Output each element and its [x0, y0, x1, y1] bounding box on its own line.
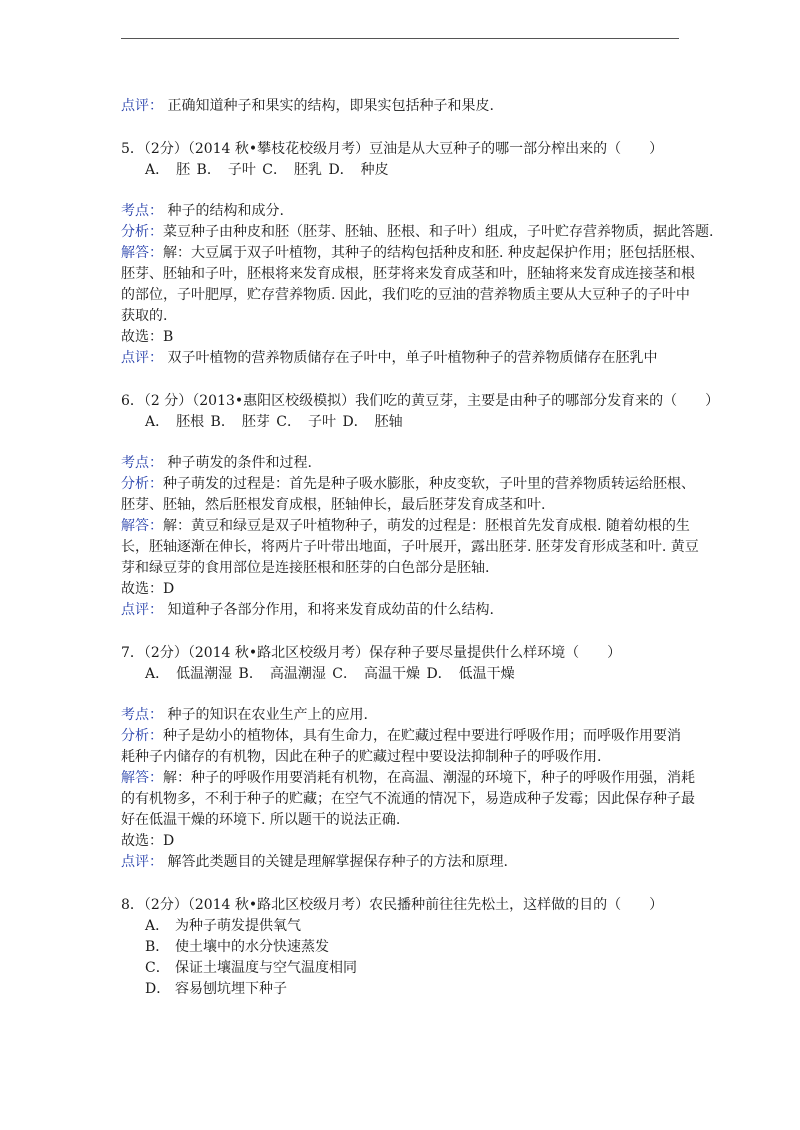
question-6 [121, 391, 720, 621]
fenxi-label: 分析： [121, 224, 163, 240]
question-8 [121, 895, 691, 1000]
dianping-label: 点评： [121, 854, 163, 870]
jieda-text: 的有机物多，不利于种子的贮藏；在空气不流通的情况下，易造成种子发霉；因此保存种子最 [121, 791, 695, 807]
fenxi-text: 胚芽、胚轴，然后胚根发育成根，胚轴伸长，最后胚芽发育成茎和叶. [121, 497, 546, 513]
fenxi-row [121, 726, 691, 747]
fenxi-text: 种子是幼小的植物体，具有生命力，在贮藏过程中要进行呼吸作用；而呼吸作用要消 [163, 728, 681, 744]
dianping-text: 解答此类题目的关键是理解掌握保存种子的方法和原理. [163, 854, 508, 870]
answer-text: 故选：D [121, 581, 175, 597]
jieda-row [121, 243, 704, 264]
dianping-label: 点评： [121, 350, 163, 366]
option-letter: B． [145, 939, 170, 955]
question-stem: 5．（2分）（2014 秋•攀枝花校级月考）豆油是从大豆种子的哪一部分榨出来的（ ） [121, 141, 664, 157]
option-a [121, 916, 691, 937]
header-rule [121, 38, 679, 39]
kaodian-row [121, 705, 691, 726]
kaodian-text: 种子萌发的条件和过程. [163, 455, 312, 471]
jieda-text: 的部位，子叶肥厚，贮存营养物质. 因此，我们吃的豆油的营养物质主要从大豆种子的子叶中 [121, 287, 690, 303]
option-b [121, 937, 691, 958]
option-text: 使土壤中的水分快速蒸发 [175, 939, 329, 955]
jieda-text: 胚芽、胚轴和子叶，胚根将来发育成根，胚芽将来发育成茎和叶，胚轴将来发育成连接茎和根 [121, 266, 695, 282]
jieda-label: 解答： [121, 770, 163, 786]
kaodian-label: 考点： [121, 203, 163, 219]
comment-label: 点评： [121, 98, 163, 114]
jieda-text: 解：大豆属于双子叶植物，其种子的结构包括种皮和胚. 种皮起保护作用；胚包括胚根、 [163, 245, 704, 261]
question-options: A． 胚根 B． 胚芽 C． 子叶 D． 胚轴 [145, 414, 403, 430]
fenxi-row [121, 474, 695, 495]
jieda-label: 解答： [121, 518, 163, 534]
kaodian-label: 考点： [121, 455, 163, 471]
dianping-row [121, 600, 691, 621]
kaodian-row [121, 453, 691, 474]
question-stem: 6．（2 分）（2013•惠阳区校级模拟）我们吃的黄豆芽，主要是由种子的哪部分发育来的（ ） [121, 393, 720, 409]
question-5 [121, 139, 714, 369]
fenxi-text: 菜豆种子由种皮和胚（胚芽、胚轴、胚根、和子叶）组成，子叶贮存营养物质，据此答题. [163, 224, 714, 240]
kaodian-row [121, 201, 691, 222]
jieda-text: 解：黄豆和绿豆是双子叶植物种子，萌发的过程是：胚根首先发育成根. 随着幼根的生 [163, 518, 690, 534]
kaodian-text: 种子的结构和成分. [163, 203, 284, 219]
fenxi-text: 种子萌发的过程是：首先是种子吸水膨胀，种皮变软，子叶里的营养物质转运给胚根、 [163, 476, 695, 492]
jieda-row [121, 516, 691, 537]
question-options: A． 胚 B． 子叶 C． 胚乳 D． 种皮 [145, 162, 389, 178]
dianping-row [121, 348, 691, 369]
kaodian-text: 种子的知识在农业生产上的应用. [163, 707, 368, 723]
option-d [121, 979, 691, 1000]
option-letter: C． [145, 960, 170, 976]
option-text: 为种子萌发提供氧气 [175, 918, 301, 934]
question-7 [121, 643, 695, 873]
jieda-text: 好在低温干燥的环境下. 所以题干的说法正确. [121, 812, 401, 828]
dianping-text: 双子叶植物的营养物质储存在子叶中，单子叶植物种子的营养物质储存在胚乳中 [163, 350, 658, 366]
jieda-text: 解：种子的呼吸作用要消耗有机物，在高温、潮湿的环境下，种子的呼吸作用强，消耗 [163, 770, 695, 786]
dianping-row [121, 852, 691, 873]
question-stem: 8．（2分）（2014 秋•路北区校级月考）农民播种前往往先松土，这样做的目的（ ） [121, 897, 664, 913]
option-c [121, 958, 691, 979]
fenxi-label: 分析： [121, 728, 163, 744]
fenxi-text: 耗种子内储存的有机物，因此在种子的贮藏过程中要设法抑制种子的呼吸作用. [121, 749, 602, 765]
dianping-label: 点评： [121, 602, 163, 618]
question-stem: 7．（2分）（2014 秋•路北区校级月考）保存种子要尽量提供什么样环境（ ） [121, 645, 622, 661]
dianping-text: 知道种子各部分作用，和将来发育成幼苗的什么结构. [163, 602, 494, 618]
option-text: 保证土壤温度与空气温度相同 [175, 960, 357, 976]
kaodian-label: 考点： [121, 707, 163, 723]
jieda-row [121, 768, 695, 789]
document-body [121, 96, 720, 1000]
answer-text: 故选：D [121, 833, 175, 849]
prev-comment [121, 96, 691, 117]
jieda-label: 解答： [121, 245, 163, 261]
option-text: 容易刨坑埋下种子 [175, 981, 287, 997]
jieda-text: 芽和绿豆芽的食用部位是连接胚根和胚芽的白色部分是胚轴. [121, 560, 490, 576]
fenxi-row [121, 222, 714, 243]
fenxi-label: 分析： [121, 476, 163, 492]
jieda-text: 获取的. [121, 308, 168, 324]
jieda-text: 长，胚轴逐渐在伸长，将两片子叶带出地面，子叶展开，露出胚芽. 胚芽发育形成茎和叶. 黄豆 [121, 539, 699, 555]
comment-text: 正确知道种子和果实的结构，即果实包括种子和果皮. [163, 98, 494, 114]
option-letter: D． [145, 981, 171, 997]
answer-text: 故选：B [121, 329, 174, 345]
option-letter: A． [145, 918, 170, 934]
question-options: A． 低温潮湿 B． 高温潮湿 C． 高温干燥 D． 低温干燥 [145, 666, 515, 682]
